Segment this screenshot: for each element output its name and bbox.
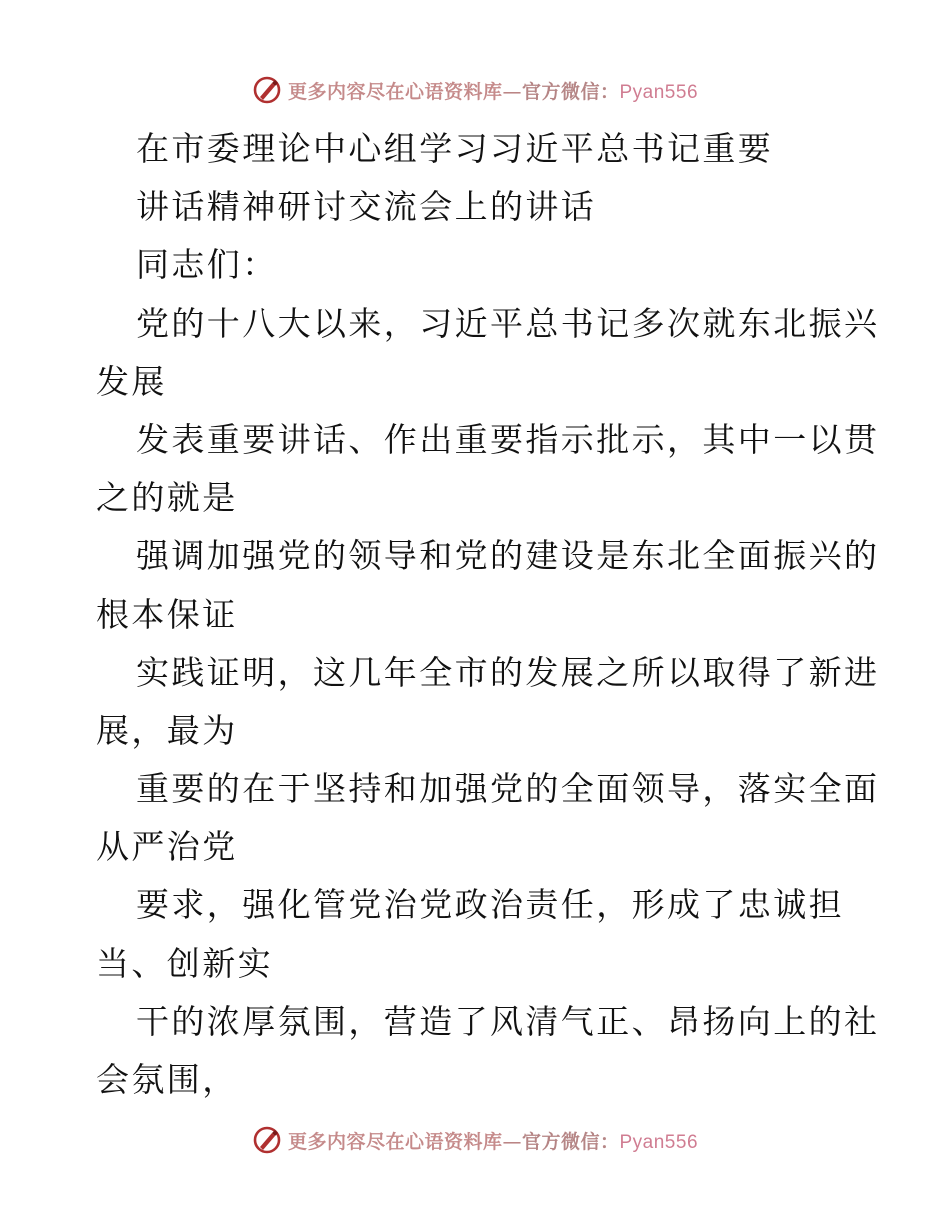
banner-main-text: 更多内容尽在心语资料库 — [287, 80, 503, 103]
paragraph-line: 发展 — [96, 361, 167, 401]
banner-wechat-label: 官方微信： — [521, 1130, 620, 1153]
paragraph-line: 实践证明，这几年全市的发展之所以取得了新进 — [136, 652, 880, 692]
paragraph-line: 党的十八大以来，习近平总书记多次就东北振兴 — [136, 303, 880, 343]
footer-banner — [0, 1120, 950, 1160]
title-line-2: 讲话精神研讨交流会上的讲话 — [136, 187, 597, 227]
paragraph-line: 会氛围， — [96, 1060, 238, 1099]
document-body — [96, 120, 880, 1109]
title-line-1: 在市委理论中心组学习习近平总书记重要 — [136, 129, 774, 168]
paragraph-line: 当、创新实 — [96, 943, 273, 983]
banner-wechat-label: 官方微信： — [521, 80, 620, 103]
paragraph-line: 要求，强化管党治党政治责任，形成了忠诚担 — [136, 885, 844, 925]
pen-logo-icon — [252, 1125, 282, 1155]
banner-main-text: 更多内容尽在心语资料库 — [287, 1130, 503, 1153]
banner-wechat-id: Pyan556 — [619, 1131, 699, 1153]
salutation: 同志们： — [136, 245, 278, 285]
paragraph-line: 重要的在于坚持和加强党的全面领导，落实全面 — [136, 769, 880, 809]
paragraph-line: 从严治党 — [96, 827, 238, 867]
banner-text — [288, 1127, 698, 1154]
paragraph-line: 之的就是 — [96, 478, 238, 518]
banner-wechat-id: Pyan556 — [619, 81, 699, 103]
paragraph-line: 发表重要讲话、作出重要指示批示，其中一以贯 — [136, 419, 880, 459]
paragraph-line: 根本保证 — [96, 594, 238, 634]
pen-logo-icon — [252, 75, 282, 105]
banner-dash: — — [502, 1130, 522, 1153]
paragraph-line: 干的浓厚氛围，营造了风清气正、昂扬向上的社 — [136, 1001, 880, 1041]
paragraph-line: 强调加强党的领导和党的建设是东北全面振兴的 — [136, 536, 880, 576]
banner-text — [288, 77, 698, 104]
paragraph-line: 展，最为 — [96, 710, 238, 750]
banner-dash: — — [502, 80, 522, 103]
header-banner — [0, 70, 950, 110]
